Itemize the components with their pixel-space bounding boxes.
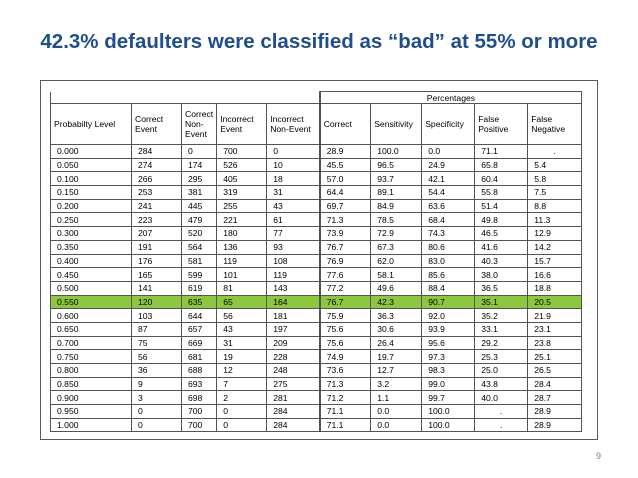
table-cell: 581 (182, 254, 217, 268)
table-cell: 0.800 (51, 364, 132, 378)
table-cell: 7.5 (528, 186, 582, 200)
table-cell: 197 (267, 322, 320, 336)
table-cell: 85.6 (422, 268, 475, 282)
table-cell: 0.350 (51, 240, 132, 254)
table-cell: 207 (132, 227, 182, 241)
column-header: Correct Event (132, 104, 182, 145)
table-cell: 3.2 (371, 377, 422, 391)
table-cell: 67.3 (371, 240, 422, 254)
table-cell: 28.9 (528, 405, 582, 419)
table-cell: 41.6 (475, 240, 528, 254)
table-cell: 108 (267, 254, 320, 268)
table-cell: 65.8 (475, 158, 528, 172)
table-cell: 16.6 (528, 268, 582, 282)
table-cell: 61 (267, 213, 320, 227)
table-cell: 698 (182, 391, 217, 405)
table-row (51, 322, 582, 336)
table-cell: 657 (182, 322, 217, 336)
table-cell: 255 (217, 199, 267, 213)
table-cell: 564 (182, 240, 217, 254)
table-cell: 58.1 (371, 268, 422, 282)
table-cell: 18.8 (528, 281, 582, 295)
table-row (51, 199, 582, 213)
slide-title: 42.3% defaulters were classified as “bad” at 55% or more (40, 30, 598, 53)
table-cell: 97.3 (422, 350, 475, 364)
table-cell: 38.0 (475, 268, 528, 282)
table-cell: 83.0 (422, 254, 475, 268)
table-cell: 14.2 (528, 240, 582, 254)
table-cell: 0.0 (422, 145, 475, 159)
table-cell: 526 (217, 158, 267, 172)
table-cell: 700 (182, 405, 217, 419)
table-cell: 12 (217, 364, 267, 378)
table-cell: 9 (132, 377, 182, 391)
header-blank-cell (132, 92, 182, 104)
table-cell: 0.150 (51, 186, 132, 200)
table-row (51, 145, 582, 159)
table-cell: 19 (217, 350, 267, 364)
table-cell: 209 (267, 336, 320, 350)
table-row (51, 227, 582, 241)
table-cell: 248 (267, 364, 320, 378)
table-cell: 96.5 (371, 158, 422, 172)
table-cell: 40.0 (475, 391, 528, 405)
header-blank-cell (267, 92, 320, 104)
table-cell: 12.7 (371, 364, 422, 378)
table-cell: 43.8 (475, 377, 528, 391)
table-row (51, 268, 582, 282)
table-cell: 49.8 (475, 213, 528, 227)
table-cell: 136 (217, 240, 267, 254)
table-cell: 0.500 (51, 281, 132, 295)
column-header: False Positive (475, 104, 528, 145)
table-cell: 0.550 (51, 295, 132, 309)
table-cell: 73.9 (320, 227, 371, 241)
table-cell: 71.3 (320, 377, 371, 391)
table-cell: 101 (217, 268, 267, 282)
table-cell: 55.8 (475, 186, 528, 200)
table-row (51, 405, 582, 419)
table-cell: 120 (132, 295, 182, 309)
table-cell: 19.7 (371, 350, 422, 364)
table-cell: 75 (132, 336, 182, 350)
table-cell: 43 (217, 322, 267, 336)
table-cell: 0.650 (51, 322, 132, 336)
table-cell: 8.8 (528, 199, 582, 213)
table-row (51, 418, 582, 432)
header-blank-cell (51, 92, 132, 104)
table-cell: 284 (132, 145, 182, 159)
header-group-row (51, 92, 582, 104)
table-row (51, 364, 582, 378)
table-cell: 49.6 (371, 281, 422, 295)
table-cell: 93 (267, 240, 320, 254)
table-cell: 64.4 (320, 186, 371, 200)
table-cell: 93.9 (422, 322, 475, 336)
table-cell: 0.000 (51, 145, 132, 159)
table-cell: 100.0 (371, 145, 422, 159)
table-cell: 54.4 (422, 186, 475, 200)
table-cell: 7 (217, 377, 267, 391)
table-cell: 693 (182, 377, 217, 391)
table-cell: 31 (217, 336, 267, 350)
column-header: Correct Non-Event (182, 104, 217, 145)
table-cell: 43 (267, 199, 320, 213)
table-cell: 75.6 (320, 322, 371, 336)
table-cell: 23.8 (528, 336, 582, 350)
table-cell: 0.600 (51, 309, 132, 323)
table-cell: 77.2 (320, 281, 371, 295)
table-cell: 181 (267, 309, 320, 323)
table-cell: 405 (217, 172, 267, 186)
column-header: Sensitivity (371, 104, 422, 145)
table-cell: 0.750 (51, 350, 132, 364)
table-cell: 15.7 (528, 254, 582, 268)
table-cell: 29.2 (475, 336, 528, 350)
table-cell: 599 (182, 268, 217, 282)
table-cell: . (475, 418, 528, 432)
table-cell: 0.400 (51, 254, 132, 268)
table-cell: 12.9 (528, 227, 582, 241)
table-cell: 176 (132, 254, 182, 268)
table-cell: 33.1 (475, 322, 528, 336)
table-cell: 5.4 (528, 158, 582, 172)
table-cell: 619 (182, 281, 217, 295)
table-cell: 69.7 (320, 199, 371, 213)
table-cell: 10 (267, 158, 320, 172)
table-row (51, 309, 582, 323)
table-cell: 71.2 (320, 391, 371, 405)
table-cell: 28.9 (528, 418, 582, 432)
table-cell: 2 (217, 391, 267, 405)
table-row (51, 240, 582, 254)
table-cell: 119 (267, 268, 320, 282)
table-row (51, 158, 582, 172)
table-cell: 0 (217, 405, 267, 419)
table-cell: 180 (217, 227, 267, 241)
table-cell: 26.4 (371, 336, 422, 350)
table-cell: 281 (267, 391, 320, 405)
table-cell: 284 (267, 405, 320, 419)
table-cell: 51.4 (475, 199, 528, 213)
table-cell: 31 (267, 186, 320, 200)
table-cell: 0 (132, 418, 182, 432)
table-cell: 80.6 (422, 240, 475, 254)
table-cell: 46.5 (475, 227, 528, 241)
table-cell: 76.7 (320, 240, 371, 254)
table-cell: 40.3 (475, 254, 528, 268)
table-cell: 36 (132, 364, 182, 378)
table-cell: 700 (217, 145, 267, 159)
page-number: 9 (596, 451, 602, 461)
table-cell: 77 (267, 227, 320, 241)
table-cell: 191 (132, 240, 182, 254)
table-cell: 119 (217, 254, 267, 268)
table-cell: 35.2 (475, 309, 528, 323)
table-cell: 25.0 (475, 364, 528, 378)
table-cell: 25.3 (475, 350, 528, 364)
table-cell: 1.1 (371, 391, 422, 405)
table-cell: 18 (267, 172, 320, 186)
table-cell: 143 (267, 281, 320, 295)
table-cell: 0.900 (51, 391, 132, 405)
table-cell: 20.5 (528, 295, 582, 309)
table-cell: 89.1 (371, 186, 422, 200)
table-cell: 71.3 (320, 213, 371, 227)
table-cell: 88.4 (422, 281, 475, 295)
column-header: False Negative (528, 104, 582, 145)
table-cell: 71.1 (475, 145, 528, 159)
table-cell: 100.0 (422, 405, 475, 419)
table-cell: 0.450 (51, 268, 132, 282)
table-cell: 0 (267, 145, 320, 159)
table-cell: 241 (132, 199, 182, 213)
table-cell: 73.6 (320, 364, 371, 378)
table-cell: 87 (132, 322, 182, 336)
table-cell: 98.3 (422, 364, 475, 378)
table-cell: 164 (267, 295, 320, 309)
table-cell: 42.3 (371, 295, 422, 309)
table-cell: 381 (182, 186, 217, 200)
table-cell: 95.6 (422, 336, 475, 350)
table-cell: 56 (217, 309, 267, 323)
table-cell: 103 (132, 309, 182, 323)
table-cell: 0.0 (371, 418, 422, 432)
table-cell: 253 (132, 186, 182, 200)
table-cell: 445 (182, 199, 217, 213)
table-cell: 28.9 (320, 145, 371, 159)
table-cell: 1.000 (51, 418, 132, 432)
table-cell: . (475, 405, 528, 419)
column-header: Probabilty Level (51, 104, 132, 145)
table-cell: 319 (217, 186, 267, 200)
table-cell: 30.6 (371, 322, 422, 336)
table-cell: 93.7 (371, 172, 422, 186)
table-cell: 42.1 (422, 172, 475, 186)
table-cell: 74.9 (320, 350, 371, 364)
table-cell: 644 (182, 309, 217, 323)
table-row (51, 254, 582, 268)
table-cell: 0.050 (51, 158, 132, 172)
table-cell: 479 (182, 213, 217, 227)
table-row (51, 281, 582, 295)
table-cell: 223 (132, 213, 182, 227)
table-cell: 92.0 (422, 309, 475, 323)
table-cell: 72.9 (371, 227, 422, 241)
highlighted-table-row (51, 295, 582, 309)
table-cell: 295 (182, 172, 217, 186)
table-cell: 90.7 (422, 295, 475, 309)
table-cell: 65 (217, 295, 267, 309)
table-cell: 68.4 (422, 213, 475, 227)
table-cell: 165 (132, 268, 182, 282)
table-cell: 76.7 (320, 295, 371, 309)
column-header: Incorrect Event (217, 104, 267, 145)
table-cell: 669 (182, 336, 217, 350)
table-cell: 11.3 (528, 213, 582, 227)
table-cell: . (528, 145, 582, 159)
table-row (51, 391, 582, 405)
header-blank-cell (182, 92, 217, 104)
table-cell: 700 (182, 418, 217, 432)
column-header: Incorrect Non-Event (267, 104, 320, 145)
classification-table-wrapper (50, 91, 582, 432)
table-cell: 71.1 (320, 418, 371, 432)
table-cell: 174 (182, 158, 217, 172)
table-cell: 0.700 (51, 336, 132, 350)
table-cell: 28.7 (528, 391, 582, 405)
table-cell: 0.200 (51, 199, 132, 213)
table-cell: 99.7 (422, 391, 475, 405)
table-cell: 78.5 (371, 213, 422, 227)
table-cell: 520 (182, 227, 217, 241)
table-cell: 0.250 (51, 213, 132, 227)
table-cell: 0 (132, 405, 182, 419)
table-cell: 266 (132, 172, 182, 186)
table-cell: 75.6 (320, 336, 371, 350)
table-cell: 0 (217, 418, 267, 432)
table-cell: 60.4 (475, 172, 528, 186)
table-cell: 77.6 (320, 268, 371, 282)
table-cell: 36.5 (475, 281, 528, 295)
table-cell: 45.5 (320, 158, 371, 172)
table-cell: 0.950 (51, 405, 132, 419)
header-blank-cell (217, 92, 267, 104)
table-cell: 84.9 (371, 199, 422, 213)
table-cell: 284 (267, 418, 320, 432)
table-cell: 21.9 (528, 309, 582, 323)
table-cell: 688 (182, 364, 217, 378)
table-row (51, 186, 582, 200)
table-cell: 0.300 (51, 227, 132, 241)
table-cell: 228 (267, 350, 320, 364)
table-cell: 36.3 (371, 309, 422, 323)
table-cell: 35.1 (475, 295, 528, 309)
table-cell: 26.5 (528, 364, 582, 378)
table-cell: 0.100 (51, 172, 132, 186)
classification-table (50, 91, 582, 432)
column-header: Specificity (422, 104, 475, 145)
table-cell: 0 (182, 145, 217, 159)
table-cell: 0.0 (371, 405, 422, 419)
table-cell: 24.9 (422, 158, 475, 172)
table-cell: 23.1 (528, 322, 582, 336)
table-cell: 141 (132, 281, 182, 295)
column-header-row (51, 104, 582, 145)
table-body (51, 145, 582, 432)
table-cell: 74.3 (422, 227, 475, 241)
table-cell: 681 (182, 350, 217, 364)
table-cell: 99.0 (422, 377, 475, 391)
table-row (51, 213, 582, 227)
table-cell: 56 (132, 350, 182, 364)
table-cell: 0.850 (51, 377, 132, 391)
table-row (51, 336, 582, 350)
table-cell: 62.0 (371, 254, 422, 268)
table-cell: 275 (267, 377, 320, 391)
table-cell: 274 (132, 158, 182, 172)
table-cell: 25.1 (528, 350, 582, 364)
table-cell: 221 (217, 213, 267, 227)
table-row (51, 377, 582, 391)
table-row (51, 350, 582, 364)
table-cell: 57.0 (320, 172, 371, 186)
table-cell: 76.9 (320, 254, 371, 268)
table-cell: 28.4 (528, 377, 582, 391)
table-cell: 63.6 (422, 199, 475, 213)
percentages-group-header: Percentages (320, 92, 582, 104)
table-row (51, 172, 582, 186)
table-cell: 71.1 (320, 405, 371, 419)
table-cell: 635 (182, 295, 217, 309)
table-cell: 75.9 (320, 309, 371, 323)
table-cell: 5.8 (528, 172, 582, 186)
table-cell: 100.0 (422, 418, 475, 432)
table-cell: 3 (132, 391, 182, 405)
table-cell: 81 (217, 281, 267, 295)
column-header: Correct (320, 104, 371, 145)
